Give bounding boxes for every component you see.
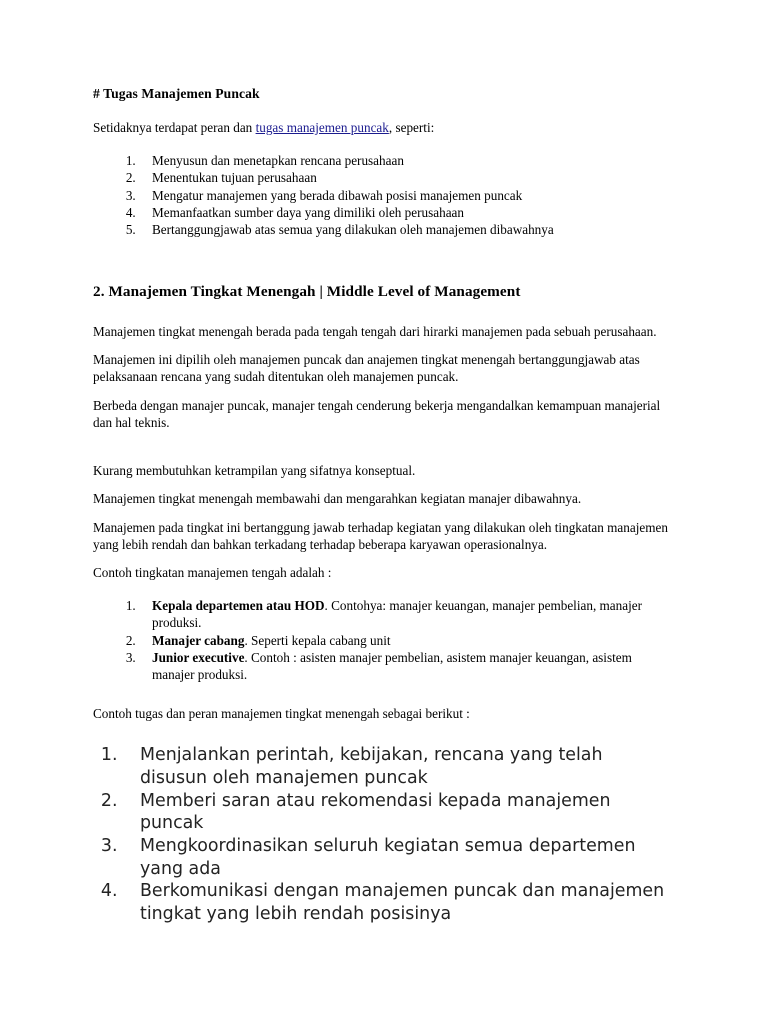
list-item bbox=[139, 649, 670, 683]
list-item: 4. Berkomunikasi dengan manajemen puncak dan manajemen tingkat yang lebih rendah posisinya bbox=[123, 880, 670, 925]
list-item: 2. Memberi saran atau rekomendasi kepada manajemen puncak bbox=[123, 790, 670, 835]
document-body bbox=[93, 86, 670, 722]
paragraph: Contoh tingkatan manajemen tengah adalah : bbox=[93, 564, 332, 580]
spacer bbox=[93, 238, 670, 282]
paragraph: Manajemen pada tingkat ini bertanggung jawab terhadap kegiatan yang dilakukan oleh tingkatan manajemen yang lebih rendah dan bahkan terkadang terhadap beberapa karyawan operasionalnya. bbox=[93, 519, 668, 552]
list-item-label: Kepala departemen atau HOD bbox=[152, 598, 325, 614]
paragraph: Manajemen ini dipilih oleh manajemen puncak dan anajemen tingkat menengah bertanggungjawab atas pelaksanaan rencana yang sudah ditentukan oleh manajemen puncak. bbox=[93, 352, 640, 385]
list-item bbox=[139, 597, 670, 631]
intro-paragraph bbox=[93, 119, 670, 136]
list-item-label: Junior executive bbox=[152, 649, 245, 665]
paragraph: Kurang membutuhkan ketrampilan yang sifatnya konseptual. bbox=[93, 463, 416, 479]
section-heading-middle-management: 2. Manajemen Tingkat Menengah | Middle Level of Management bbox=[93, 282, 521, 300]
spacer bbox=[93, 553, 670, 564]
middle-management-duties-list bbox=[93, 744, 670, 925]
spacer bbox=[93, 340, 670, 351]
spacer bbox=[93, 479, 670, 490]
tugas-manajemen-puncak-link[interactable]: tugas manajemen puncak bbox=[255, 119, 389, 135]
paragraph: Berbeda dengan manajer puncak, manajer tengah cenderung bekerja mengandalkan kemampuan manajerial dan hal teknis. bbox=[93, 397, 661, 430]
spacer bbox=[93, 301, 670, 323]
intro-text-before-link: Setidaknya terdapat peran dan bbox=[93, 119, 256, 135]
spacer bbox=[93, 431, 670, 462]
list-item bbox=[139, 632, 670, 649]
top-management-tasks-list bbox=[93, 152, 670, 238]
list-item-label: Manajer cabang bbox=[152, 632, 245, 648]
paragraph: Manajemen tingkat menengah berada pada tengah tengah dari hirarki manajemen pada sebuah perusahaan. bbox=[93, 323, 657, 339]
page-title: # Tugas Manajemen Puncak bbox=[93, 86, 260, 101]
list-item-detail: . Contoh : asisten manajer pembelian, asistem manajer keuangan, asistem manajer produksi. bbox=[152, 649, 632, 683]
list-item: 5. Bertanggungjawab atas semua yang dilakukan oleh manajemen dibawahnya bbox=[139, 221, 670, 238]
list-item: 1. Menyusun dan menetapkan rencana perusahaan bbox=[139, 152, 670, 169]
list-item-detail: . Contohya: manajer keuangan, manajer pembelian, manajer produksi. bbox=[152, 598, 643, 631]
spacer bbox=[93, 136, 670, 152]
list-item: 3. Mengatur manajemen yang berada dibawah posisi manajemen puncak bbox=[139, 187, 670, 204]
duties-intro-paragraph: Contoh tugas dan peran manajemen tingkat menengah sebagai berikut : bbox=[93, 706, 470, 722]
list-item: 3. Mengkoordinasikan seluruh kegiatan semua departemen yang ada bbox=[123, 835, 670, 880]
spacer bbox=[93, 386, 670, 397]
paragraph: Manajemen tingkat menengah membawahi dan mengarahkan kegiatan manajer dibawahnya. bbox=[93, 491, 582, 507]
list-item: 1. Menjalankan perintah, kebijakan, rencana yang telah disusun oleh manajemen puncak bbox=[123, 744, 670, 789]
intro-text-after-link: , seperti: bbox=[388, 119, 435, 135]
spacer bbox=[93, 683, 670, 705]
list-item-detail: . Seperti kepala cabang unit bbox=[244, 632, 391, 648]
spacer bbox=[93, 103, 670, 119]
list-item: 2. Menentukan tujuan perusahaan bbox=[139, 169, 670, 186]
spacer bbox=[93, 581, 670, 597]
spacer bbox=[93, 722, 670, 744]
middle-management-examples-list bbox=[93, 597, 670, 683]
spacer bbox=[93, 508, 670, 519]
list-item: 4. Memanfaatkan sumber daya yang dimiliki oleh perusahaan bbox=[139, 204, 670, 221]
